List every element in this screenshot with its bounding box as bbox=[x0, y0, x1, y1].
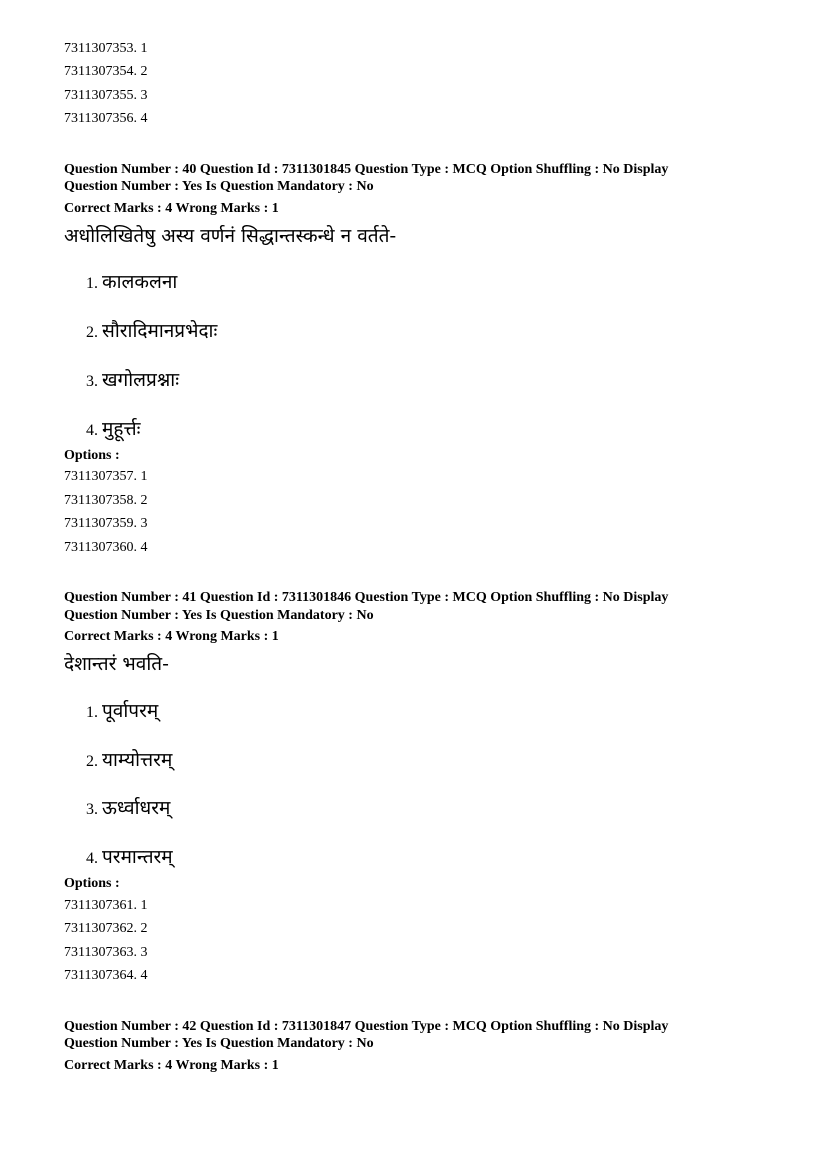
option-id-line: 7311307356. 4 bbox=[64, 111, 148, 126]
answer-choice bbox=[86, 417, 140, 443]
option-id-line: 7311307362. 2 bbox=[64, 921, 148, 936]
choice-text: परमान्तरम् bbox=[102, 846, 173, 868]
choice-text: कालकलना bbox=[102, 271, 178, 293]
answer-choice bbox=[86, 796, 170, 822]
answer-choice bbox=[86, 319, 217, 345]
option-id-line: 7311307360. 4 bbox=[64, 540, 148, 555]
question-marks: Correct Marks : 4 Wrong Marks : 1 bbox=[64, 1058, 279, 1073]
question-meta-line2: Question Number : Yes Is Question Mandatory : No bbox=[64, 608, 374, 623]
choice-number: 2. bbox=[86, 324, 98, 341]
choice-text: सौरादिमानप्रभेदाः bbox=[102, 320, 218, 342]
choice-number: 4. bbox=[86, 422, 98, 439]
question-meta-line1: Question Number : 40 Question Id : 7311301845 Question Type : MCQ Option Shuffling : No Display bbox=[64, 162, 669, 177]
choice-number: 3. bbox=[86, 801, 98, 818]
question-marks: Correct Marks : 4 Wrong Marks : 1 bbox=[64, 201, 279, 216]
question-meta-line1: Question Number : 41 Question Id : 7311301846 Question Type : MCQ Option Shuffling : No Display bbox=[64, 590, 669, 605]
choice-number: 3. bbox=[86, 373, 98, 390]
question-meta-line2: Question Number : Yes Is Question Mandatory : No bbox=[64, 179, 374, 194]
choice-text: मुहूर्त्तः bbox=[102, 418, 141, 440]
option-id-line: 7311307355. 3 bbox=[64, 88, 148, 103]
option-id-line: 7311307364. 4 bbox=[64, 968, 148, 983]
choice-number: 1. bbox=[86, 704, 98, 721]
answer-choice bbox=[86, 699, 158, 725]
option-id-line: 7311307353. 1 bbox=[64, 41, 148, 56]
options-label: Options : bbox=[64, 448, 120, 463]
question-text: अधोलिखितेषु अस्य वर्णनं सिद्धान्तस्कन्धे न वर्तते- bbox=[64, 225, 397, 247]
option-id-line: 7311307361. 1 bbox=[64, 898, 148, 913]
options-label: Options : bbox=[64, 876, 120, 891]
option-id-line: 7311307357. 1 bbox=[64, 469, 148, 484]
answer-choice bbox=[86, 368, 179, 394]
choice-text: याम्योत्तरम् bbox=[102, 749, 173, 771]
answer-choice bbox=[86, 748, 172, 774]
question-text: देशान्तरं भवति- bbox=[64, 653, 169, 675]
question-meta-line1: Question Number : 42 Question Id : 7311301847 Question Type : MCQ Option Shuffling : No Display bbox=[64, 1019, 669, 1034]
answer-choice bbox=[86, 270, 177, 296]
choice-number: 1. bbox=[86, 275, 98, 292]
option-id-line: 7311307358. 2 bbox=[64, 493, 148, 508]
choice-text: ऊर्ध्वाधरम् bbox=[102, 797, 171, 819]
option-id-line: 7311307359. 3 bbox=[64, 516, 148, 531]
question-marks: Correct Marks : 4 Wrong Marks : 1 bbox=[64, 629, 279, 644]
choice-text: पूर्वापरम् bbox=[102, 700, 159, 722]
question-meta-line2: Question Number : Yes Is Question Mandatory : No bbox=[64, 1036, 374, 1051]
choice-number: 4. bbox=[86, 850, 98, 867]
choice-number: 2. bbox=[86, 753, 98, 770]
option-id-line: 7311307363. 3 bbox=[64, 945, 148, 960]
option-id-line: 7311307354. 2 bbox=[64, 64, 148, 79]
choice-text: खगोलप्रश्नाः bbox=[102, 369, 180, 391]
answer-choice bbox=[86, 845, 173, 871]
